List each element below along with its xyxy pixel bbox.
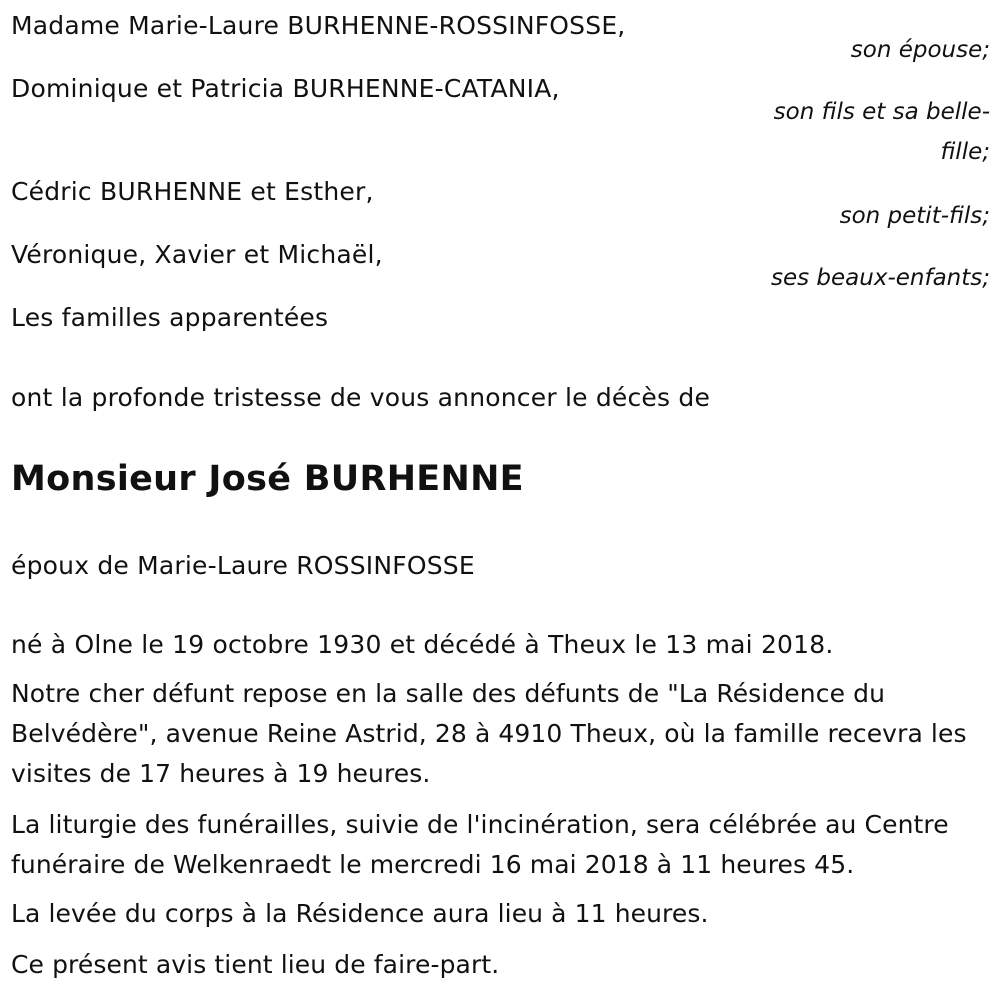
funeral-paragraph: La liturgie des funérailles, suivie de l'incinération, sera célébrée au Centre funéraire de Welkenraedt le mercredi 16 mai 2018 à 11 heures 45. bbox=[11, 810, 949, 879]
family-member-name: Véronique, Xavier et Michaël, bbox=[11, 240, 383, 269]
deceased-name: Monsieur José BURHENNE bbox=[11, 459, 524, 499]
family-member-relation: son fils et sa belle-fille; bbox=[773, 99, 990, 165]
family-member-name: Dominique et Patricia BURHENNE-CATANIA, bbox=[11, 74, 560, 103]
visitation-paragraph: Notre cher défunt repose en la salle des défunts de "La Résidence du Belvédère", avenue Reine Astrid, 28 à 4910 Theux, où la famille recevra les visites de 17 heures à 19 heures. bbox=[11, 679, 967, 788]
family-member-relation: ses beaux-enfants; bbox=[770, 265, 990, 291]
family-member-relation: son épouse; bbox=[850, 37, 990, 63]
spouse-line: époux de Marie-Laure ROSSINFOSSE bbox=[11, 551, 475, 580]
departure-paragraph: La levée du corps à la Résidence aura lieu à 11 heures. bbox=[11, 899, 709, 928]
family-member-name: Cédric BURHENNE et Esther, bbox=[11, 177, 374, 206]
family-member-name: Madame Marie-Laure BURHENNE-ROSSINFOSSE, bbox=[11, 11, 626, 40]
closing-paragraph: Ce présent avis tient lieu de faire-part. bbox=[11, 950, 500, 979]
announcement-text: ont la profonde tristesse de vous annoncer le décès de bbox=[11, 383, 711, 412]
birth-death-line: né à Olne le 19 octobre 1930 et décédé à Theux le 13 mai 2018. bbox=[11, 630, 834, 659]
family-member-name: Les familles apparentées bbox=[11, 303, 329, 332]
family-member-relation: son petit-fils; bbox=[839, 203, 990, 229]
